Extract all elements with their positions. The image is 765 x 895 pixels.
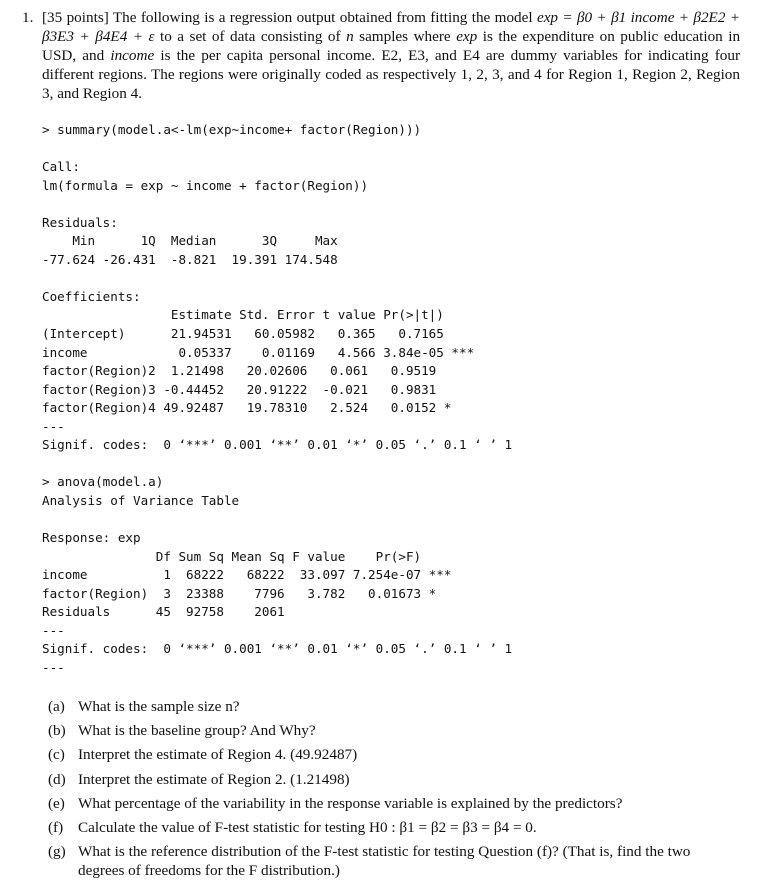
problem-text-2: to a set of data consisting of: [160, 28, 341, 45]
question-label: (b): [48, 722, 66, 740]
question-label: (g): [48, 843, 66, 861]
coefficient-row: (Intercept) 21.94531 60.05982 0.365 0.7165: [42, 326, 475, 342]
question-item: [48, 745, 740, 764]
income-symbol: income: [110, 47, 155, 64]
signif-codes: Signif. codes: 0 ‘***’ 0.001 ‘**’ 0.01 ‘*’ 0.05 ‘.’ 0.1 ‘ ’ 1: [42, 437, 513, 453]
question-text: Interpret the estimate of Region 2. (1.21498): [78, 770, 350, 788]
problem-text-1: The following is a regression output obtained from fitting the model: [112, 9, 533, 26]
n-symbol: n: [346, 28, 354, 45]
question-label: (d): [48, 770, 66, 788]
question-item: [48, 697, 740, 716]
anova-columns: Df Sum Sq Mean Sq F value Pr(>F): [42, 548, 452, 564]
anova-row: Residuals 45 92758 2061: [42, 604, 452, 620]
problem-points: [35 points]: [42, 9, 109, 26]
question-list: [48, 697, 740, 885]
question-text: What is the reference distribution of the F-test statistic for testing Question (f)? (That is, find the two degrees of freedoms for the F distribution.): [78, 843, 691, 880]
divider: ---: [42, 418, 65, 434]
question-text: What percentage of the variability in the response variable is explained by the predictors?: [78, 794, 623, 812]
question-text: What is the sample size n?: [78, 698, 240, 715]
model-formula: exp = β0 + β1 income + β2E2 + β3E3 + β4E4 + ε: [42, 9, 741, 45]
question-item: [48, 721, 740, 740]
call-header: Call:: [42, 159, 80, 175]
question-item: [48, 818, 740, 837]
anova-command: > anova(model.a): [42, 474, 164, 490]
problem-text-3: samples where: [359, 28, 451, 45]
r-console-output: [42, 121, 742, 677]
coefficients-header: Coefficients:: [42, 288, 141, 304]
question-label: (c): [48, 746, 65, 764]
question-item: [48, 794, 740, 813]
residuals-header: Residuals:: [42, 214, 118, 230]
problem-text-4: is the expenditure on public education in USD, and: [42, 28, 741, 64]
question-label: (f): [48, 818, 64, 836]
problem-number: 1.: [22, 9, 34, 26]
divider: ---: [42, 622, 65, 638]
question-item: [48, 770, 740, 789]
coefficient-row: factor(Region)4 49.92487 19.78310 2.524 0.0152 *: [42, 400, 467, 416]
question-text: What is the baseline group? And Why?: [78, 722, 316, 740]
problem-body: [42, 8, 740, 103]
anova-row: factor(Region) 3 23388 7796 3.782 0.01673 *: [42, 585, 452, 601]
coefficient-row: factor(Region)3 -0.44452 20.91222 -0.021 0.9831: [42, 381, 467, 397]
coefficients-columns: Estimate Std. Error t value Pr(>|t|): [42, 307, 475, 323]
call-formula: lm(formula = exp ~ income + factor(Region)): [42, 177, 369, 193]
signif-codes: Signif. codes: 0 ‘***’ 0.001 ‘**’ 0.01 ‘*’ 0.05 ‘.’ 0.1 ‘ ’ 1: [42, 641, 513, 657]
divider: ---: [42, 659, 65, 675]
residuals-labels: Min 1Q Median 3Q Max: [42, 233, 346, 249]
problem-text-5: is the per capita personal income. E2, E3, and E4 are dummy variables for indicating four different regions. The regions were originally coded as respectively 1, 2, 3, and 4 for Region 1, Region 2, Region 3, and Region 4.: [42, 47, 741, 102]
coefficient-row: factor(Region)2 1.21498 20.02606 0.061 0.9519: [42, 363, 467, 379]
question-text: Calculate the value of F-test statistic for testing H0 : β1 = β2 = β3 = β4 = 0.: [78, 818, 537, 836]
anova-title: Analysis of Variance Table: [42, 492, 240, 508]
coefficient-row: income 0.05337 0.01169 4.566 3.84e-05 ***: [42, 344, 475, 360]
residuals-values: -77.624 -26.431 -8.821 19.391 174.548: [42, 251, 346, 267]
problem-statement: [22, 8, 740, 103]
question-text: Interpret the estimate of Region 4. (49.92487): [78, 746, 358, 764]
exp-symbol: exp: [456, 28, 478, 45]
response-line: Response: exp: [42, 530, 141, 546]
question-item: [48, 842, 740, 880]
summary-command: > summary(model.a<-lm(exp~income+ factor(Region))): [42, 122, 422, 137]
question-label: (a): [48, 698, 65, 715]
anova-row: income 1 68222 68222 33.097 7.254e-07 ***: [42, 567, 452, 583]
question-label: (e): [48, 794, 65, 812]
